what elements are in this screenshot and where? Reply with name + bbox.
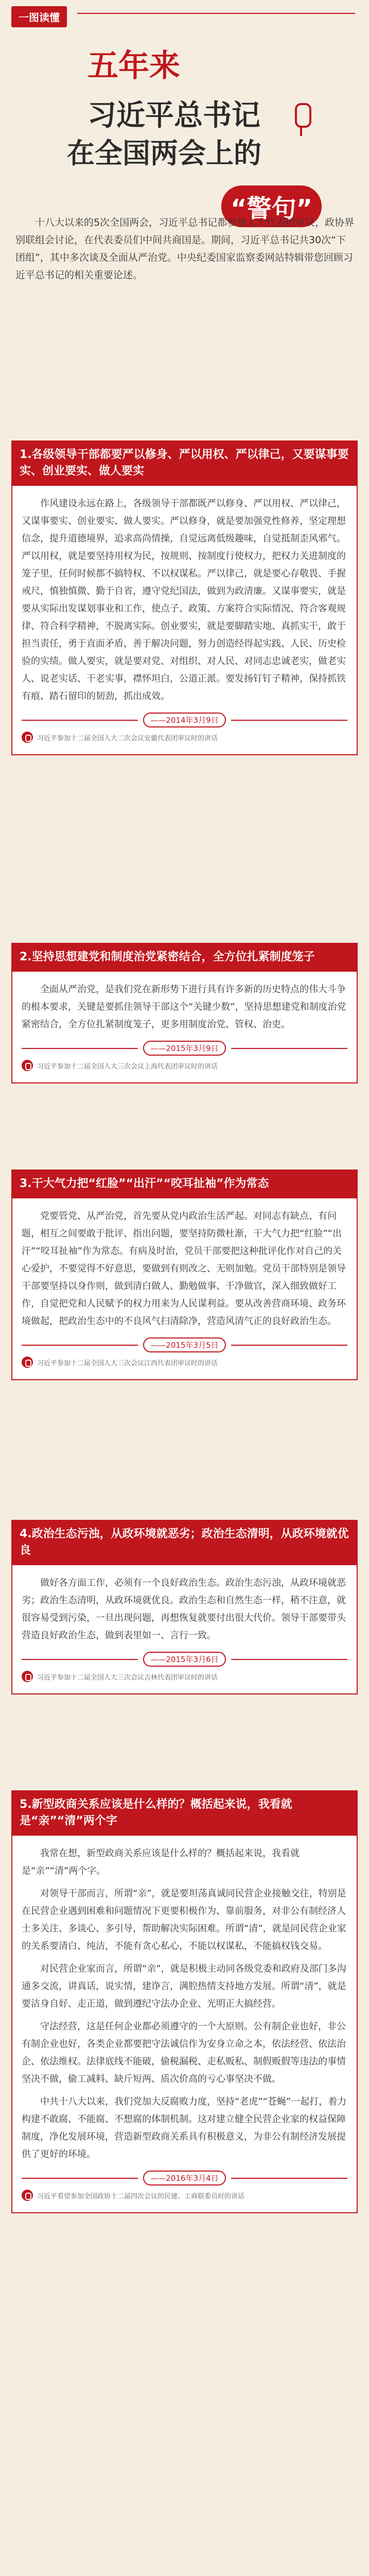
date-divider xyxy=(22,2178,138,2179)
section-paragraph: 守法经营，这是任何企业都必须遵守的一个大原则。公有制企业也好，非公有制企业也好，各类企业都要把守法诚信作为安身立命之本，依法经营、依法治企、依法维权。法律底线不能破，偷税漏税、走私贩私、制假贩假等违法的事情坚决不做，偷工减料、缺斤短两、质次价高的亏心事坚决不做。 xyxy=(22,2021,346,2084)
date-row xyxy=(22,713,347,727)
title-quote: “警句” xyxy=(221,185,322,227)
section xyxy=(0,943,369,1083)
section-paragraph: 我常在想，新型政商关系应该是什么样的？概括起来说，我看就是“亲”“清”两个字。 xyxy=(22,1848,300,1876)
source-text: 习近平参加十二届全国人大三次会议上海代表团审议时的讲话 xyxy=(37,1062,218,1071)
date-row xyxy=(22,2171,347,2185)
title-line3: 在全国两会上的 xyxy=(67,137,261,170)
date-divider xyxy=(231,1659,347,1660)
section xyxy=(0,1520,369,1694)
source-line xyxy=(22,1357,347,1368)
microphone-icon xyxy=(291,103,311,139)
section-paragraph: 党要管党、从严治党，首先要从党内政治生活严起。对同志有缺点、有问题，相互之间要敢于批评、指出问题，要坚持防微杜渐，干大气力把“红脸”“出汗”“咬耳扯袖”作为常态。有病及时治，党员干部要把这种批评化作对自己的关心爱护，不要觉得不好意思，要做到有则改之、无则加勉。党员干部特别是领导干部要坚持以身作则，做到清白做人、勤勉做事、干净做官，深入细致做好工作，自觉把党和人民赋予的权力用来为人民谋利益。要从改善营商环境、政务环境做起，把政治生态中的不良风气扫清除净，营造风清气正的良好政治生态。 xyxy=(22,1211,346,1327)
source-line xyxy=(22,732,347,743)
microphone-icon xyxy=(22,2190,33,2201)
section xyxy=(0,1790,369,2213)
section-body xyxy=(11,1198,358,1380)
date-divider xyxy=(22,720,138,721)
date-label: ——2014年3月9日 xyxy=(143,713,225,727)
source-text: 习近平参加十二届全国人大三次会议江西代表团审议时的讲话 xyxy=(37,1359,218,1367)
section-title: 5.新型政商关系应该是什么样的？概括起来说，我看就是“亲”“清”两个字 xyxy=(11,1790,358,1836)
section-body xyxy=(11,1565,358,1694)
header-tag: 一图读懂 xyxy=(11,6,67,27)
title-line2: 习近平总书记 xyxy=(87,99,260,132)
date-divider xyxy=(22,1048,138,1049)
section-title: 2.坚持思想建党和制度治党紧密结合，全方位扎紧制度笼子 xyxy=(11,943,358,972)
microphone-icon xyxy=(22,1060,33,1071)
date-divider xyxy=(231,2178,347,2179)
date-divider xyxy=(231,720,347,721)
microphone-icon xyxy=(22,1671,33,1682)
section-title: 3.干大气力把“红脸”“出汗”“咬耳扯袖”作为常态 xyxy=(11,1170,358,1198)
source-text: 习近平看望参加全国政协十二届四次会议的民建、工商联委员时的讲话 xyxy=(37,2192,245,2200)
section-paragraph: 全面从严治党，是我们党在新形势下进行具有许多新的历史特点的伟大斗争的根本要求，关键是要抓住领导干部这个“关键少数”，坚持思想建党和制度治党紧密结合，全方位扎紧制度笼子，更多用制度治党、管权、治吏。 xyxy=(22,984,346,1030)
section-title: 4.政治生态污浊，从政环境就恶劣；政治生态清明，从政环境就优良 xyxy=(11,1520,358,1565)
date-divider xyxy=(231,1345,347,1346)
title-line1: 五年来 xyxy=(87,48,180,84)
source-line xyxy=(22,2190,347,2201)
section-body xyxy=(11,972,358,1083)
date-label: ——2016年3月4日 xyxy=(143,2171,225,2185)
date-divider xyxy=(231,1048,347,1049)
section xyxy=(0,1170,369,1380)
date-divider xyxy=(22,1659,138,1660)
intro-text: 十八大以来的5次全国两会，习近平总书记都参加人大代表团审议，政协界别联组会讨论，在代表委员们中间共商国是。期间，习近平总书记共30次“下团组”，其中多次谈及全面从严治党。中央纪委国家监察委网站特辑带您回顾习近平总书记的相关重要论述。 xyxy=(15,217,355,281)
date-divider xyxy=(22,1345,138,1346)
section xyxy=(0,440,369,755)
microphone-icon xyxy=(22,732,33,743)
section-title: 1.各级领导干部都要严以修身、严以用权、严以律己，又要谋事要实、创业要实、做人要实 xyxy=(11,440,358,486)
section-paragraph: 作风建设永远在路上，各级领导干部都既严以修身、严以用权、严以律己，又谋事要实、创业要实、做人要实。严以修身，就是要加强党性修养，坚定理想信念，提升道德境界，追求高尚情操，自觉远离低级趣味，自觉抵制歪风邪气。严以用权，就是要坚持用权为民，按规则、按制度行使权力，把权力关进制度的笼子里，任何时候都不搞特权、不以权谋私。严以律己，就是要心存敬畏、手握戒尺，慎独慎微、勤于自省，遵守党纪国法，做到为政清廉。又谋事要实，就是要从实际出发谋划事业和工作，使点子、政策、方案符合实际情况、符合客观规律、符合科学精神，不脱离实际。创业要实，就是要脚踏实地、真抓实干，敢于担当责任，勇于直面矛盾，善于解决问题，努力创造经得起实践、人民、历史检验的实绩。做人要实，就是要对党、对组织、对人民、对同志忠诚老实，做老实人、说老实话、干老实事，襟怀坦白，公道正派。要发扬钉钉子精神，保持抓铁有痕、踏石留印的韧劲，抓出成效。 xyxy=(22,498,346,702)
title-block xyxy=(0,36,369,223)
date-row xyxy=(22,1041,347,1056)
section-paragraph: 对领导干部而言，所谓“亲”，就是要坦荡真诚同民营企业接触交往，特别是在民营企业遇到困难和问题情况下更要积极作为、靠前服务，对非公有制经济人士多关注、多谈心、多引导，帮助解决实际困难。所谓“清”，就是同民营企业家的关系要清白、纯洁，不能有贪心私心，不能以权谋私，不能搞权钱交易。 xyxy=(22,1888,346,1952)
header-divider xyxy=(77,13,355,14)
date-label: ——2015年3月9日 xyxy=(143,1041,225,1056)
source-text: 习近平参加十二届全国人大二次会议安徽代表团审议时的讲话 xyxy=(37,734,218,742)
source-line xyxy=(22,1671,347,1682)
source-line xyxy=(22,1060,347,1071)
date-label: ——2015年3月5日 xyxy=(143,1337,225,1352)
section-paragraph: 做好各方面工作，必须有一个良好政治生态。政治生态污浊，从政环境就恶劣；政治生态清明，从政环境就优良。政治生态和自然生态一样，稍不注意，就很容易受到污染，一旦出现问题，再想恢复就要付出很大代价。领导干部要带头营造良好政治生态，做到表里如一、言行一致。 xyxy=(22,1578,346,1641)
section-paragraph: 中共十八大以来，我们党加大反腐败力度，坚持“老虎”“苍蝇”一起打，着力构建不敢腐、不能腐、不想腐的体制机制。这对建立健全民营企业家的权益保障制度，净化发展环境，营造新型政商关系具有积极意义，为非公有制经济发展提供了更好的环境。 xyxy=(22,2096,347,2160)
section-paragraph: 对民营企业家而言，所谓“亲”，就是积极主动同各级党委和政府及部门多沟通多交流，讲真话，说实情，建诤言，满腔热情支持地方发展。所谓“清”，就是要洁身自好、走正道，做到遵纪守法办企业、光明正大搞经营。 xyxy=(22,1963,346,2009)
microphone-icon xyxy=(22,1357,33,1368)
section-body xyxy=(11,1836,358,2213)
date-row xyxy=(22,1337,347,1352)
source-text: 习近平参加十二届全国人大三次会议吉林代表团审议时的讲话 xyxy=(37,1673,218,1682)
date-label: ——2015年3月6日 xyxy=(143,1652,225,1667)
section-body xyxy=(11,486,358,755)
date-row xyxy=(22,1652,347,1667)
